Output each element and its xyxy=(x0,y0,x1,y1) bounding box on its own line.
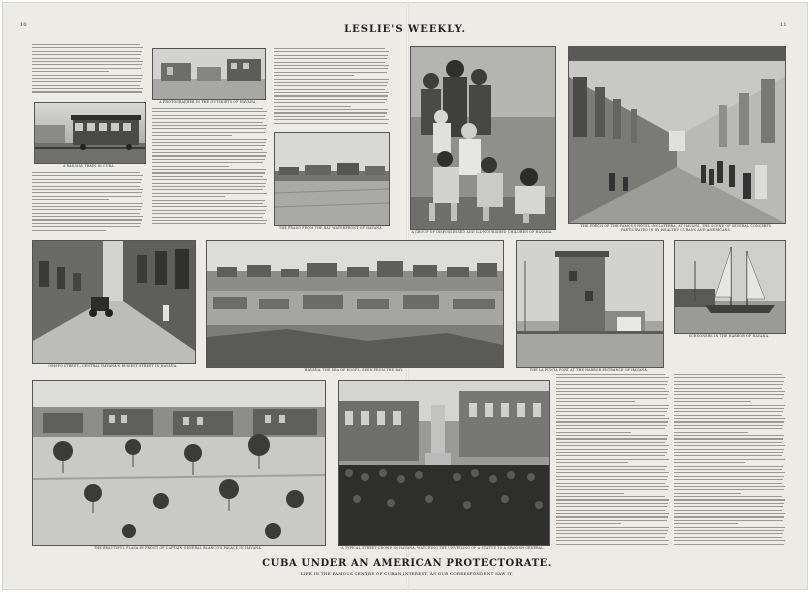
text-line xyxy=(152,220,267,221)
text-line xyxy=(32,85,140,86)
text-line xyxy=(674,466,783,467)
text-line xyxy=(556,425,667,426)
text-line xyxy=(674,449,784,450)
text-line xyxy=(152,183,266,184)
text-line xyxy=(274,82,388,83)
text-line xyxy=(674,479,783,480)
text-line xyxy=(556,537,665,538)
text-line xyxy=(274,85,387,86)
text-line xyxy=(32,44,140,45)
text-line xyxy=(274,123,388,124)
text-line xyxy=(152,203,263,204)
text-line xyxy=(32,196,141,197)
text-line xyxy=(32,223,141,224)
text-line xyxy=(152,128,266,129)
photo-children xyxy=(410,46,556,230)
text-line xyxy=(674,493,741,494)
text-line xyxy=(674,527,785,528)
text-line xyxy=(32,216,143,217)
text-line xyxy=(556,483,665,484)
text-line xyxy=(556,411,667,412)
text-line xyxy=(274,75,354,76)
text-line xyxy=(32,54,141,55)
caption-plaza: THE BEAUTIFUL PLAZA IN FRONT OF CAPTAIN-GENERAL BLANCO'S PALACE IN HAVANA. xyxy=(94,546,262,550)
text-line xyxy=(556,462,628,463)
text-line xyxy=(152,217,263,218)
text-line xyxy=(556,499,669,500)
text-line xyxy=(32,179,142,180)
text-line xyxy=(674,428,782,429)
text-line xyxy=(674,438,783,439)
text-line xyxy=(152,172,265,173)
text-line xyxy=(152,135,232,136)
text-line xyxy=(556,472,669,473)
text-line xyxy=(674,472,785,473)
text-line xyxy=(32,61,143,62)
text-line xyxy=(32,199,109,200)
text-line xyxy=(556,489,668,490)
text-line xyxy=(556,388,665,389)
text-line xyxy=(674,486,785,487)
text-line xyxy=(556,510,665,511)
text-line xyxy=(556,381,668,382)
text-line xyxy=(674,381,784,382)
text-line xyxy=(674,503,784,504)
text-line xyxy=(674,391,785,392)
photo-havana-panorama xyxy=(206,240,504,368)
text-line xyxy=(274,102,385,103)
text-line xyxy=(274,48,385,49)
text-line xyxy=(674,425,783,426)
text-line xyxy=(556,516,668,517)
text-line xyxy=(556,533,667,534)
text-line xyxy=(556,513,669,514)
text-line xyxy=(556,540,669,541)
text-line xyxy=(32,88,143,89)
text-line xyxy=(556,530,668,531)
caption-la-punta-tower: THE LA PUNTA FORT AT THE HARBOR ENTRANCE OF HAVANA. xyxy=(529,368,649,372)
text-line xyxy=(674,421,784,422)
text-line xyxy=(274,106,351,107)
text-line xyxy=(32,58,140,59)
text-line xyxy=(556,438,667,439)
text-line xyxy=(32,192,142,193)
photo-hotel-arcade xyxy=(568,46,786,224)
text-line xyxy=(274,116,385,117)
text-line xyxy=(674,377,785,378)
text-line xyxy=(152,152,267,153)
text-line xyxy=(152,176,263,177)
text-line xyxy=(274,109,388,110)
text-line xyxy=(32,78,142,79)
caption-havana-panorama: HAVANA, THE SEA OF ROOFS, SEEN FROM THE BAY. xyxy=(304,368,404,372)
text-line xyxy=(674,408,784,409)
text-line xyxy=(556,445,669,446)
text-line xyxy=(674,544,784,545)
caption-prado-waterfront: THE PRADO FROM THE BAY WATERFRONT OF HAVANA. xyxy=(279,226,383,230)
text-line xyxy=(674,401,751,402)
text-line xyxy=(674,533,783,534)
text-line xyxy=(674,476,784,477)
text-line xyxy=(274,112,387,113)
text-line xyxy=(152,186,265,187)
photo-schooners xyxy=(674,240,786,334)
text-line xyxy=(556,493,624,494)
photo-railway-train xyxy=(34,102,146,164)
caption-photographer: A PHOTOGRAPHER IN THE OUTSKIRTS OF HAVANA. xyxy=(159,100,257,104)
text-line xyxy=(32,172,140,173)
text-line xyxy=(674,435,784,436)
text-line xyxy=(556,374,665,375)
text-line xyxy=(556,459,669,460)
text-line xyxy=(674,415,782,416)
text-line xyxy=(674,516,784,517)
text-line xyxy=(556,449,668,450)
text-line xyxy=(556,544,668,545)
text-line xyxy=(152,213,265,214)
text-line xyxy=(556,398,667,399)
text-line xyxy=(32,182,141,183)
text-line xyxy=(674,445,785,446)
text-line xyxy=(152,115,266,116)
text-line xyxy=(674,394,784,395)
text-line xyxy=(32,68,141,69)
text-line xyxy=(556,415,665,416)
text-line xyxy=(274,89,385,90)
text-line xyxy=(152,108,263,109)
text-line xyxy=(32,209,141,210)
photo-photographer xyxy=(152,48,266,100)
text-line xyxy=(674,418,785,419)
text-line xyxy=(32,47,143,48)
text-line xyxy=(556,394,668,395)
text-line xyxy=(556,486,669,487)
text-line xyxy=(674,374,782,375)
text-line xyxy=(556,377,669,378)
text-line xyxy=(152,132,265,133)
text-line xyxy=(556,391,669,392)
text-line xyxy=(32,203,143,204)
text-line xyxy=(674,384,783,385)
text-line xyxy=(32,81,141,82)
photo-street-crowd xyxy=(338,380,550,546)
text-line xyxy=(152,179,267,180)
text-line xyxy=(556,421,668,422)
text-line xyxy=(274,72,387,73)
text-line xyxy=(674,520,783,521)
caption-children: A GROUP OF DISPOSSESSED AND ILL-NOURISHED CHILDREN OF HAVANA. xyxy=(411,230,553,234)
text-line xyxy=(674,432,748,433)
text-line xyxy=(556,455,665,456)
text-line xyxy=(674,405,785,406)
text-line xyxy=(556,442,665,443)
text-line xyxy=(32,91,142,92)
text-line xyxy=(556,469,665,470)
text-line xyxy=(674,523,738,524)
text-line xyxy=(152,223,266,224)
text-line xyxy=(674,510,782,511)
caption-railway-train: A RAILWAY TRAIN IN CUBA. xyxy=(62,164,116,168)
text-line xyxy=(152,155,266,156)
text-line xyxy=(674,411,783,412)
text-line xyxy=(152,111,267,112)
text-line xyxy=(274,51,389,52)
text-line xyxy=(674,398,783,399)
text-line xyxy=(152,149,263,150)
text-line xyxy=(674,388,782,389)
text-line xyxy=(32,175,143,176)
text-line xyxy=(152,139,267,140)
right-page-number: 11 xyxy=(780,22,787,28)
text-line xyxy=(152,145,265,146)
text-line xyxy=(152,210,266,211)
caption-obispo-street: OBISPO STREET—CENTRAL HAVANA'S BUSIEST STREET IN HAVANA. xyxy=(48,364,178,368)
text-column-right-b xyxy=(674,374,786,547)
text-line xyxy=(274,62,385,63)
text-line xyxy=(152,142,266,143)
text-line xyxy=(674,513,785,514)
text-line xyxy=(152,125,267,126)
text-column-left-lower xyxy=(32,172,144,233)
text-line xyxy=(556,466,667,467)
text-line xyxy=(274,55,388,56)
text-line xyxy=(556,527,669,528)
text-line xyxy=(152,193,267,194)
photo-la-punta-tower xyxy=(516,240,664,368)
text-line xyxy=(556,476,668,477)
text-line xyxy=(274,92,389,93)
text-line xyxy=(32,213,140,214)
text-line xyxy=(556,384,667,385)
text-line xyxy=(556,523,621,524)
masthead: LESLIE'S WEEKLY. xyxy=(344,24,466,35)
text-line xyxy=(152,200,265,201)
text-line xyxy=(674,462,745,463)
text-line xyxy=(32,186,140,187)
text-line xyxy=(556,428,665,429)
text-line xyxy=(674,537,782,538)
text-line xyxy=(674,459,785,460)
newspaper-sheet xyxy=(2,2,808,590)
text-line xyxy=(556,435,668,436)
text-line xyxy=(274,65,389,66)
photo-obispo-street xyxy=(32,240,196,364)
text-line xyxy=(274,119,389,120)
text-line xyxy=(556,452,667,453)
text-line xyxy=(32,230,106,231)
text-line xyxy=(274,58,387,59)
text-column-left xyxy=(32,44,144,95)
text-line xyxy=(556,506,667,507)
text-line xyxy=(152,206,267,207)
text-line xyxy=(556,520,667,521)
text-column-center-left xyxy=(274,48,390,126)
text-line xyxy=(32,206,142,207)
text-line xyxy=(674,499,785,500)
caption-schooners: SCHOONERS IN THE HARBOR OF HAVANA. xyxy=(688,334,770,338)
text-line xyxy=(556,401,635,402)
text-line xyxy=(274,95,388,96)
text-line xyxy=(674,483,782,484)
text-line xyxy=(556,479,667,480)
text-line xyxy=(674,469,782,470)
text-line xyxy=(674,506,783,507)
text-line xyxy=(152,196,225,197)
text-line xyxy=(556,405,669,406)
text-line xyxy=(556,496,665,497)
text-column-middle xyxy=(152,108,268,227)
text-line xyxy=(674,540,785,541)
caption-street-crowd: A TYPICAL STREET CROWD IN HAVANA, WATCHING THE UNVEILING OF A STATUE TO A SPANISH GENERAL. xyxy=(341,546,545,550)
caption-hotel-arcade: THE PORCH OF THE FAMOUS HOTEL INGLATERRA, AT HAVANA, THE SCENE OF SEVERAL CONCERTS PARTICIPATED IN BY WEALTHY CUBANS AND AMERICANS. xyxy=(580,224,772,232)
photo-plaza xyxy=(32,380,326,546)
text-line xyxy=(274,99,387,100)
photo-prado-waterfront xyxy=(274,132,390,226)
text-line xyxy=(556,418,669,419)
text-line xyxy=(674,452,783,453)
text-line xyxy=(556,408,668,409)
text-line xyxy=(32,71,109,72)
text-line xyxy=(556,503,668,504)
text-line xyxy=(274,79,389,80)
text-line xyxy=(274,68,388,69)
text-line xyxy=(32,75,143,76)
text-line xyxy=(674,442,782,443)
text-line xyxy=(32,51,142,52)
text-line xyxy=(32,226,140,227)
text-line xyxy=(674,489,784,490)
text-line xyxy=(32,64,142,65)
text-line xyxy=(556,432,631,433)
text-line xyxy=(674,496,782,497)
text-line xyxy=(674,455,782,456)
text-line xyxy=(152,122,263,123)
left-page-number: 10 xyxy=(20,22,27,28)
article-title: CUBA UNDER AN AMERICAN PROTECTORATE. xyxy=(262,558,552,569)
text-line xyxy=(32,189,143,190)
text-line xyxy=(152,166,229,167)
text-line xyxy=(152,159,265,160)
article-subtitle: LIFE IN THE FAMOUS CENTRE OF CUBAN INTEREST, AS OUR CORRESPONDENT SAW IT. xyxy=(300,571,514,576)
text-line xyxy=(152,189,263,190)
text-line xyxy=(674,530,784,531)
text-line xyxy=(152,169,266,170)
text-line xyxy=(152,118,265,119)
text-line xyxy=(152,162,263,163)
text-column-right-a xyxy=(556,374,670,547)
text-line xyxy=(32,219,142,220)
